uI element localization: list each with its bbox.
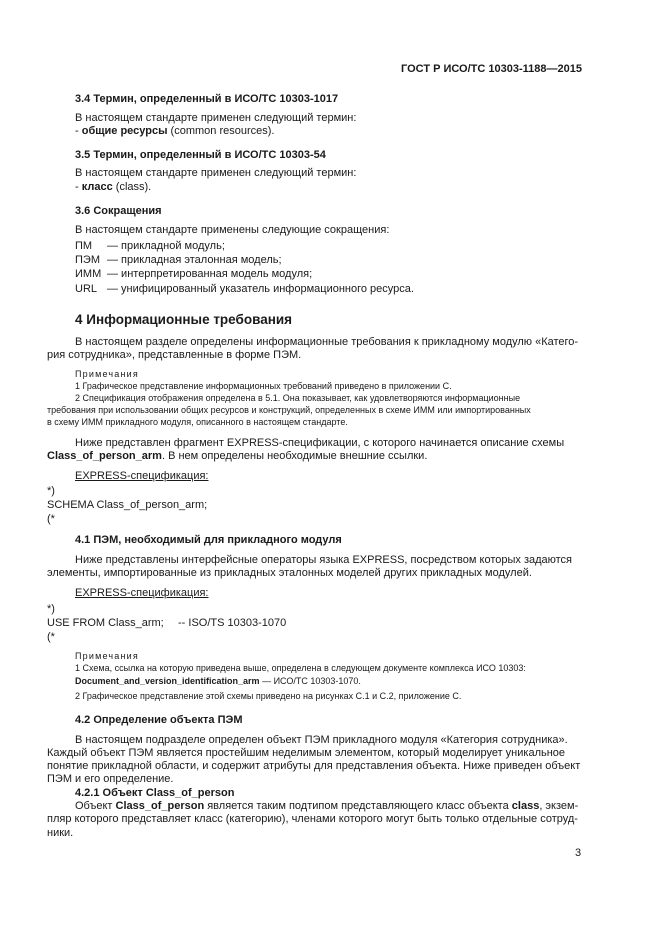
section-4-title: 4 Информационные требования (75, 312, 293, 327)
term-bullet: - (75, 125, 82, 137)
note-rest: — ИСО/ТС 10303-1070. (259, 676, 361, 686)
express-label: EXPRESS-спецификация: (75, 470, 209, 482)
document-name: Document_and_version_identification_arm (75, 676, 260, 686)
schema-name: Class_of_person_arm (47, 450, 162, 462)
section-3-6-title: 3.6 Сокращения (75, 205, 162, 217)
para-text: Объект (75, 800, 116, 812)
section-3-4-title: 3.4 Термин, определенный в ИСО/ТС 10303-1017 (75, 93, 339, 105)
section-3-4-term (75, 124, 274, 138)
section-4-para-1: рия сотрудника», представленные в форме ПЭМ. (47, 349, 302, 361)
term-english: (class). (112, 181, 152, 193)
abbr-desc: — интерпретированная модель модуля; (107, 268, 313, 280)
term-bullet: - (75, 181, 82, 193)
code-comment: -- ISO/TS 10303-1070 (178, 617, 287, 629)
section-4-2-para: ПЭМ и его определение. (47, 773, 174, 785)
note-2: требования при использовании общих ресурсов и конструкций, определенных в схеме ИММ или импортированных (47, 405, 531, 415)
section-4-para-2 (47, 449, 427, 463)
section-4-2-title: 4.2 Определение объекта ПЭМ (75, 714, 243, 726)
section-4-2-para: понятие прикладной области, и содержит атрибуты для представления объекта. Ниже приведен объект (47, 760, 581, 772)
section-4-2-para: В настоящем подразделе определен объект ПЭМ прикладного модуля «Категория сотрудника». (75, 734, 568, 746)
note-1: 1 Графическое представление информационных требований приведено в приложении С. (75, 381, 452, 391)
para-text: является таким подтипом представляющего класс объекта (204, 800, 512, 812)
abbr-code: URL (75, 283, 98, 295)
standard-header: ГОСТ Р ИСО/ТС 10303-1188—2015 (401, 63, 582, 75)
code-line: USE FROM Class_arm; (47, 617, 164, 629)
note-2: 2 Графическое представление этой схемы приведено на рисунках С.1 и С.2, приложение С. (75, 691, 462, 701)
notes-heading: Примечания (75, 369, 139, 379)
code-line: *) (47, 485, 55, 497)
express-label: EXPRESS-спецификация: (75, 587, 209, 599)
code-line: (* (47, 513, 55, 525)
note-1 (75, 675, 361, 687)
section-3-5-term (75, 180, 151, 194)
abbr-code: ИММ (75, 268, 102, 280)
note-1: 1 Схема, ссылка на которую приведена выше, определена в следующем документе комплекса ИСО 10303: (75, 663, 526, 673)
abbr-desc: — прикладная эталонная модель; (107, 254, 282, 266)
section-3-5-intro: В настоящем стандарте применен следующий термин: (75, 167, 357, 179)
code-line: (* (47, 631, 55, 643)
section-4-2-1-para (75, 799, 578, 813)
abbr-desc: — прикладной модуль; (107, 240, 225, 252)
term-english: (common resources). (167, 125, 275, 137)
section-4-2-para: Каждый объект ПЭМ является простейшим неделимым элементом, который моделирует уникальное (47, 747, 566, 759)
section-4-para-2: Ниже представлен фрагмент EXPRESS-спецификации, с которого начинается описание схемы (75, 437, 565, 449)
class-name: class (511, 800, 540, 812)
section-4-para-1: В настоящем разделе определены информационные требования к прикладному модулю «Катего- (75, 336, 579, 348)
section-4-1-para: Ниже представлены интерфейсные операторы языка EXPRESS, посредством которых задаются (75, 554, 573, 566)
page-number: 3 (575, 847, 582, 859)
para-rest: . В нем определены необходимые внешние ссылки. (161, 450, 428, 462)
code-line: SCHEMA Class_of_person_arm; (47, 499, 208, 511)
note-2: 2 Спецификация отображения определена в 5.1. Она показывает, как удовлетворяются информационные (75, 393, 521, 403)
section-4-2-1-para: пляр которого представляет класс (категорию), членами которого могут быть только отдельные сотруд- (47, 813, 578, 825)
section-3-4-intro: В настоящем стандарте применен следующий термин: (75, 112, 357, 124)
note-2: в схему ИММ прикладного модуля, описанного в настоящем стандарте. (47, 417, 348, 427)
section-4-1-para: элементы, импортированные из прикладных эталонных моделей других прикладных модулей. (47, 567, 532, 579)
notes-heading: Примечания (75, 651, 139, 661)
section-3-5-title: 3.5 Термин, определенный в ИСО/ТС 10303-54 (75, 149, 326, 161)
section-4-2-1-title: 4.2.1 Объект Class_of_person (75, 787, 235, 799)
term-bold: общие ресурсы (81, 125, 168, 137)
entity-name: Class_of_person (115, 800, 205, 812)
abbr-code: ПЭМ (75, 254, 100, 266)
code-line: *) (47, 603, 55, 615)
term-bold: класс (81, 181, 113, 193)
section-4-1-title: 4.1 ПЭМ, необходимый для прикладного модуля (75, 534, 342, 546)
abbr-code: ПМ (75, 240, 93, 252)
section-3-6-intro: В настоящем стандарте применены следующие сокращения: (75, 224, 390, 236)
section-4-2-1-para: ники. (47, 827, 74, 839)
abbr-desc: — унифицированный указатель информационного ресурса. (107, 283, 414, 295)
para-text: , экзем- (539, 800, 579, 812)
